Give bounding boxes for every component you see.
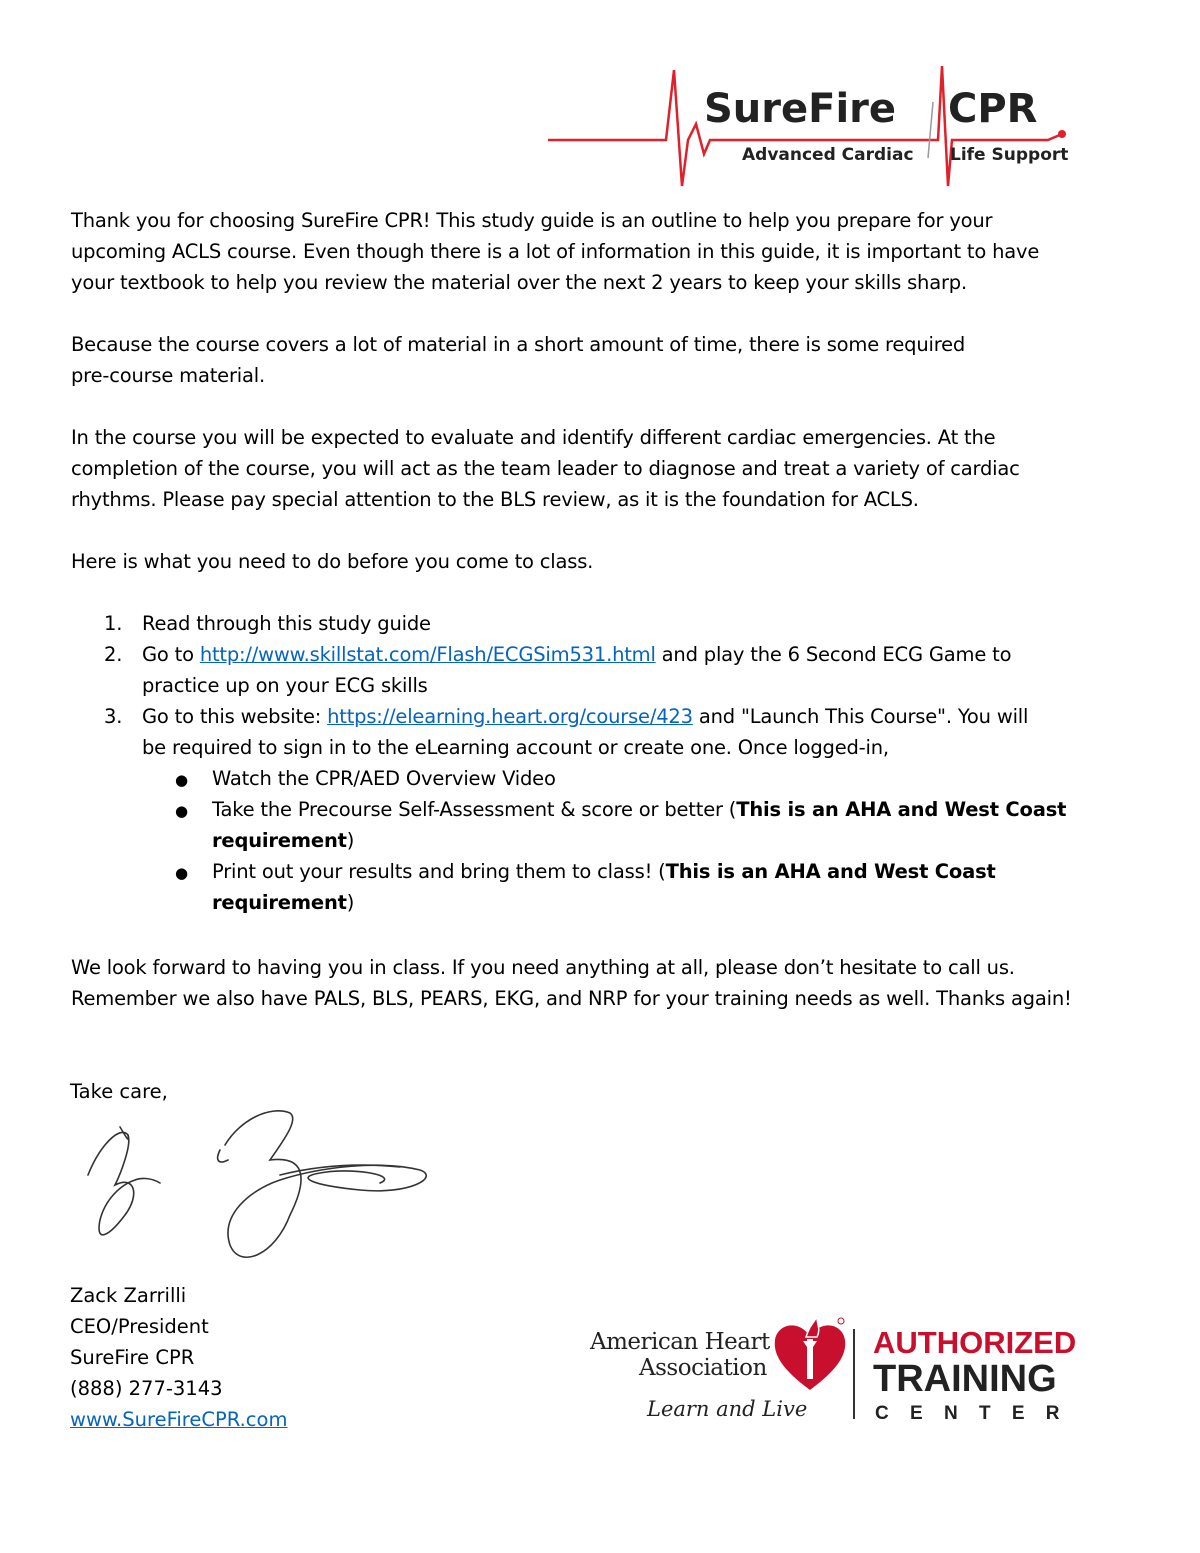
intro-line-2: upcoming ACLS course. Even though there is a lot of information in this guide, it is important to have (71, 240, 1040, 263)
step-2-post: and play the 6 Second ECG Game to (655, 643, 1012, 666)
bullet-1-text: Watch the CPR/AED Overview Video (212, 767, 556, 790)
intro-paragraph (71, 205, 1151, 298)
step-3-post: and "Launch This Course". You will (692, 705, 1029, 728)
closing-line-1: We look forward to having you in class. If you need anything at all, please don’t hesitate to call us. (71, 956, 1015, 979)
bullet-2-bold-2: requirement (212, 829, 347, 852)
aha-name-line-2: Association (639, 1355, 767, 1381)
sender-title: CEO/President (70, 1315, 209, 1338)
intro-line-1: Thank you for choosing SureFire CPR! This study guide is an outline to help you prepare for your (71, 209, 993, 232)
bullet-3-line-1 (212, 856, 996, 887)
expectations-line-3: rhythms. Please pay special attention to the BLS review, as it is the foundation for ACLS. (71, 488, 919, 511)
sender-website-link[interactable]: www.SureFireCPR.com (70, 1408, 288, 1431)
steps-list (0, 608, 1200, 918)
sender-phone: (888) 277-3143 (70, 1377, 223, 1400)
bullet-1-marker: ● (175, 771, 188, 789)
step-3-pre: Go to this website: (142, 705, 328, 728)
step-2-line-1 (142, 639, 1011, 670)
closing-line-2: Remember we also have PALS, BLS, PEARS, EKG, and NRP for your training needs as well. Thanks again! (71, 987, 1072, 1010)
logo-brand-left: SureFire (704, 86, 897, 132)
expectations-line-1: In the course you will be expected to evaluate and identify different cardiac emergencies. At the (71, 426, 996, 449)
closing-paragraph (71, 952, 1151, 1014)
step-3-number: 3. (104, 705, 123, 728)
bullet-3-end: ) (346, 891, 355, 914)
aha-name-line-1: American Heart (590, 1329, 770, 1355)
aha-tagline: Learn and Live (647, 1397, 808, 1421)
sender-company: SureFire CPR (70, 1346, 195, 1369)
center-label: C E N T E R (875, 1403, 1068, 1424)
bullet-3-marker: ● (175, 864, 188, 882)
intro-line-3: your textbook to help you review the material over the next 2 years to keep your skills sharp. (71, 271, 967, 294)
precourse-line-2: pre-course material. (71, 364, 265, 387)
handwritten-signature-graphic (80, 1105, 440, 1275)
sender-name: Zack Zarrilli (70, 1284, 187, 1307)
bullet-3-pre: Print out your results and bring them to class! ( (212, 860, 666, 883)
step-1-number: 1. (104, 612, 123, 635)
signature (80, 1105, 440, 1275)
course-expectations-paragraph (71, 422, 1151, 515)
training-label: TRAINING (873, 1358, 1057, 1400)
bullet-2-marker: ● (175, 802, 188, 820)
expectations-line-2: completion of the course, you will act as the team leader to diagnose and treat a variety of cardiac (71, 457, 1020, 480)
before-class-heading: Here is what you need to do before you come to class. (71, 550, 594, 573)
precourse-paragraph (71, 329, 1151, 391)
bullet-3-bold: This is an AHA and West Coast (665, 860, 996, 883)
step-3-line-1 (142, 701, 1028, 732)
bullet-2-end: ) (346, 829, 355, 852)
step-1-text: Read through this study guide (142, 612, 431, 635)
authorized-label: AUTHORIZED (873, 1325, 1077, 1360)
bullet-2-bold: This is an AHA and West Coast (736, 798, 1067, 821)
step-2-number: 2. (104, 643, 123, 666)
signoff: Take care, (70, 1080, 168, 1103)
bullet-2-pre: Take the Precourse Self-Assessment & score or better ( (212, 798, 737, 821)
step-3-line-2: be required to sign in to the eLearning account or create one. Once logged-in, (142, 736, 889, 759)
step-2-pre: Go to (142, 643, 200, 666)
step-2-line-2: practice up on your ECG skills (142, 674, 428, 697)
bullet-2-line-2 (212, 825, 354, 856)
aha-logo (585, 1315, 1085, 1430)
heart-torch-icon (773, 1315, 848, 1395)
logo-tagline-right: Life Support (950, 145, 1069, 165)
elearning-link[interactable]: https://elearning.heart.org/course/423 (327, 705, 693, 728)
precourse-line-1: Because the course covers a lot of material in a short amount of time, there is some required (71, 333, 966, 356)
logo-brand-right: CPR (948, 86, 1038, 132)
ecg-sim-link[interactable]: http://www.skillstat.com/Flash/ECGSim531.html (199, 643, 656, 666)
aha-divider (853, 1329, 855, 1419)
bullet-2-line-1 (212, 794, 1066, 825)
bullet-3-bold-2: requirement (212, 891, 347, 914)
sender-block (70, 1280, 287, 1435)
bullet-3-line-2 (212, 887, 354, 918)
logo-tagline-left: Advanced Cardiac (742, 145, 914, 165)
